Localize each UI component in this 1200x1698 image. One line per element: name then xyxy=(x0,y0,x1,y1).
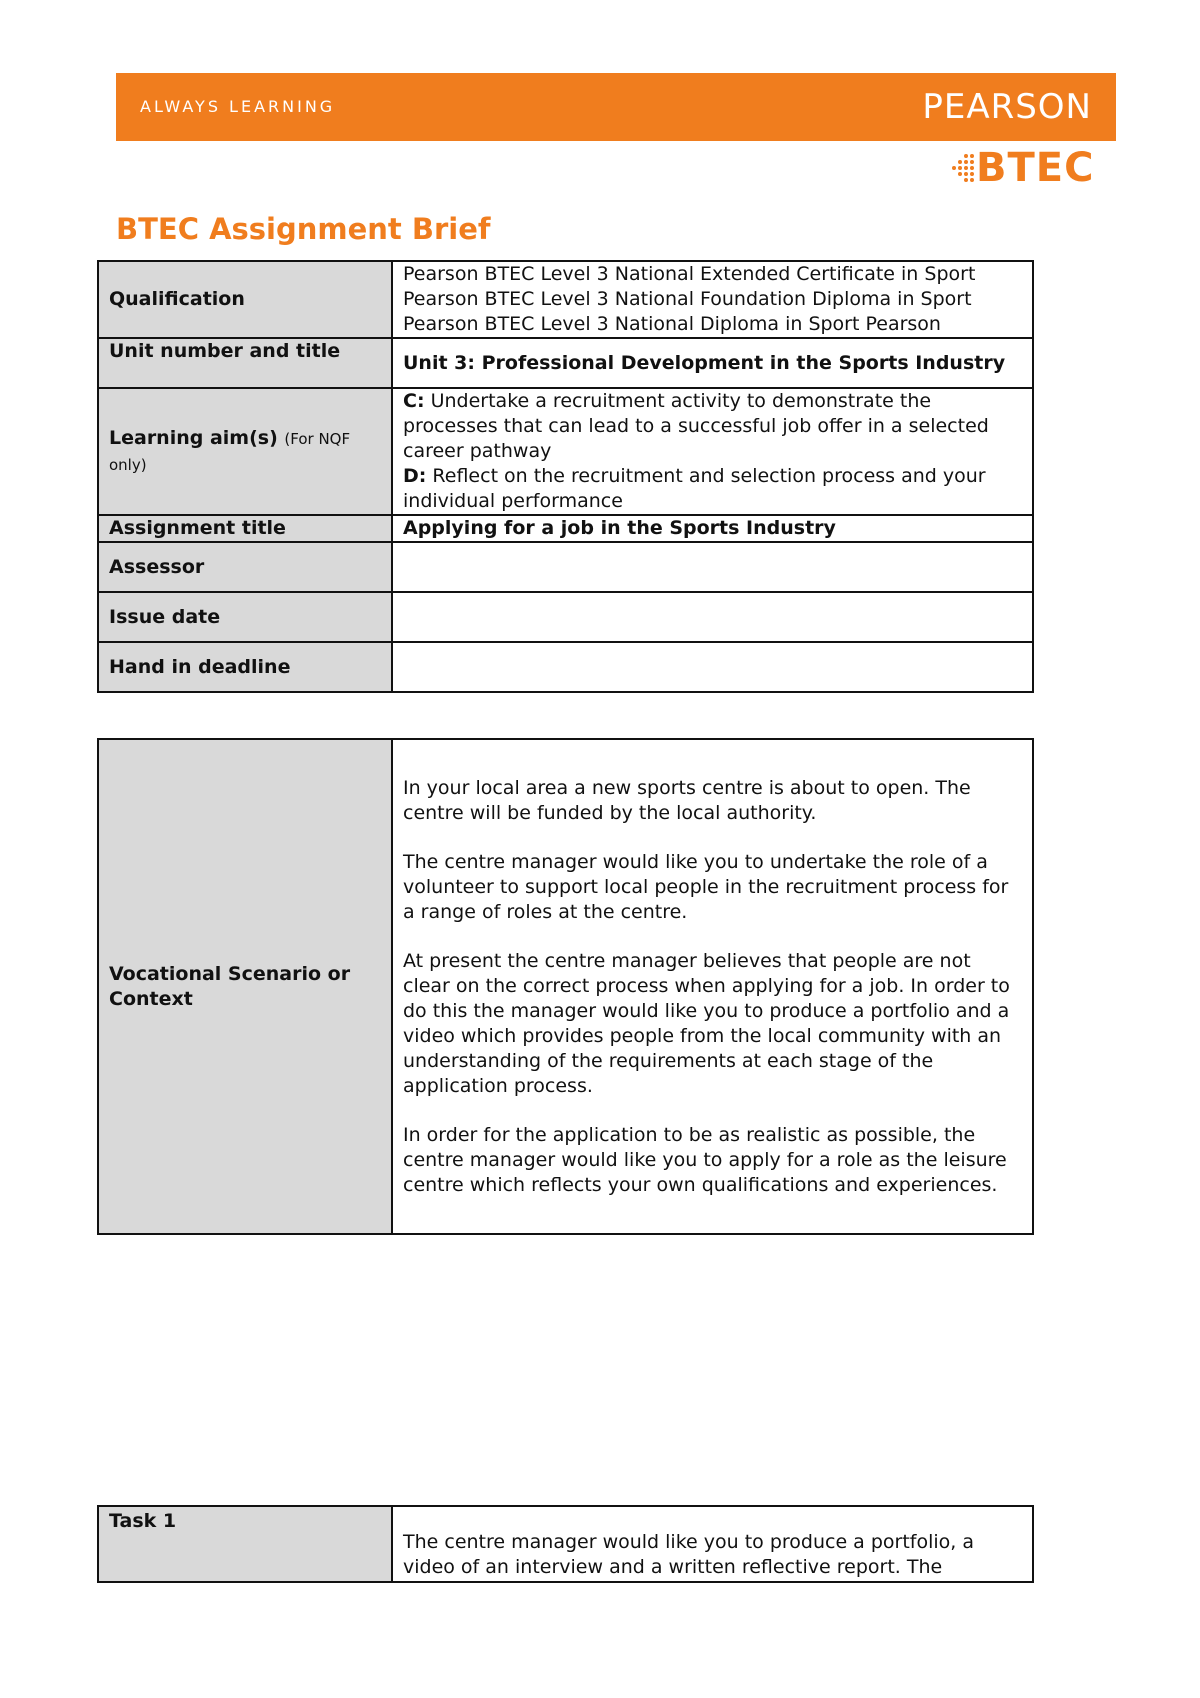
scenario-paragraph: The centre manager would like you to undertake the role of a volunteer to support local people in the recruitment process for a range of roles at the centre. xyxy=(403,850,1009,923)
btec-logo xyxy=(948,146,1094,190)
unit-value: Unit 3: Professional Development in the Sports Industry xyxy=(392,338,1033,388)
qualification-line: Pearson BTEC Level 3 National Foundation Diploma in Sport xyxy=(403,288,972,310)
aim-c-key: C: xyxy=(403,390,425,412)
assessor-value[interactable] xyxy=(392,542,1033,592)
task-text: The centre manager would like you to produce a portfolio, a video of an interview and a written reflective report. The xyxy=(392,1506,1033,1582)
learning-aims-label xyxy=(98,388,392,515)
assignment-info-table xyxy=(97,260,1034,693)
table-row xyxy=(98,1506,1033,1582)
table-row xyxy=(98,592,1033,642)
page-title: BTEC Assignment Brief xyxy=(116,212,491,246)
scenario-paragraph: In order for the application to be as realistic as possible, the centre manager would like you to apply for a role as the leisure centre which reflects your own qualifications and experiences. xyxy=(403,1123,1007,1196)
unit-label: Unit number and title xyxy=(98,338,392,388)
aim-d-text: Reflect on the recruitment and selection process and your individual performance xyxy=(403,465,986,512)
qualification-label: Qualification xyxy=(98,261,392,338)
aim-d xyxy=(403,464,1022,514)
pearson-logo: PEARSON xyxy=(922,87,1092,127)
tagline: ALWAYS LEARNING xyxy=(140,97,336,116)
btec-logo-text: BTEC xyxy=(976,145,1095,191)
learning-aims-note: (For NQF only) xyxy=(109,429,351,474)
table-row xyxy=(98,338,1033,388)
scenario-value xyxy=(392,739,1033,1234)
scenario-label: Vocational Scenario or Context xyxy=(98,739,392,1234)
deadline-value[interactable] xyxy=(392,642,1033,692)
table-row xyxy=(98,515,1033,542)
aim-c xyxy=(403,389,1022,464)
table-row xyxy=(98,642,1033,692)
deadline-label: Hand in deadline xyxy=(98,642,392,692)
table-row xyxy=(98,388,1033,515)
table-row xyxy=(98,739,1033,1234)
issue-date-label: Issue date xyxy=(98,592,392,642)
aim-c-text: Undertake a recruitment activity to demonstrate the processes that can lead to a successful job offer in a selected career pathway xyxy=(403,390,989,462)
assignment-title-label: Assignment title xyxy=(98,515,392,542)
learning-aims-label-text: Learning aim(s) xyxy=(109,426,278,449)
scenario-table xyxy=(97,738,1034,1235)
qualification-line: Pearson BTEC Level 3 National Diploma in Sport Pearson xyxy=(403,313,941,335)
qualification-value xyxy=(392,261,1033,338)
qualification-line: Pearson BTEC Level 3 National Extended Certificate in Sport xyxy=(403,263,976,285)
table-row xyxy=(98,261,1033,338)
scenario-paragraph: At present the centre manager believes that people are not clear on the correct process when applying for a job. In order to do this the manager would like you to produce a portfolio and a video which provides people from the local community with an understanding of the requirements at each stage of the application process. xyxy=(403,949,1010,1097)
table-row xyxy=(98,542,1033,592)
issue-date-value[interactable] xyxy=(392,592,1033,642)
assignment-title-value: Applying for a job in the Sports Industry xyxy=(392,515,1033,542)
task-label: Task 1 xyxy=(98,1506,392,1582)
learning-aims-value xyxy=(392,388,1033,515)
scenario-paragraph: In your local area a new sports centre is about to open. The centre will be funded by the local authority. xyxy=(403,776,971,824)
aim-d-key: D: xyxy=(403,465,427,487)
header-banner xyxy=(116,73,1116,141)
task-table xyxy=(97,1505,1034,1583)
btec-dots-icon xyxy=(948,150,976,186)
assessor-label: Assessor xyxy=(98,542,392,592)
